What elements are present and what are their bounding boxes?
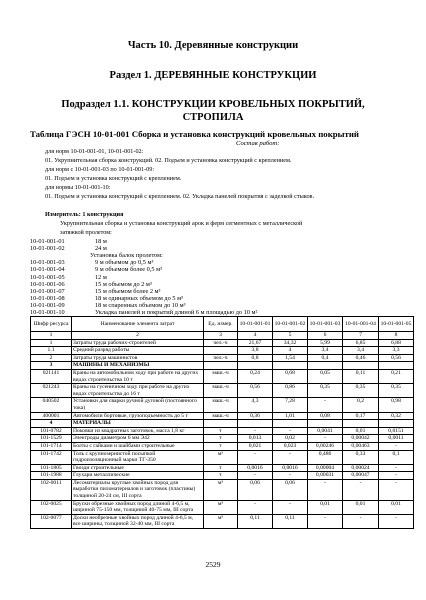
resource-name-cell: Толь с крупнозернистой посыпкой гидроизоляционный марки ТГ-350 (72, 450, 204, 464)
unit-cell: м³ (204, 500, 238, 514)
value-cell: - (379, 464, 414, 472)
norm-code: 10-01-001-04 (30, 266, 65, 274)
value-cell: 6,85 (343, 339, 379, 347)
value-cell: 0,00246 (308, 442, 343, 450)
resource-name-cell: Бруски обрезные хвойных пород длиной 4-6,5 м, шириной 75-150 мм, толщиной 40-75 мм, III сорта (72, 500, 204, 514)
section-title: Раздел 1. ДЕРЕВЯННЫЕ КОНСТРУКЦИИ (109, 70, 317, 81)
unit-cell: т (204, 435, 238, 443)
table-row (31, 435, 414, 443)
table-row (31, 464, 414, 472)
value-cell: 0,21 (379, 369, 414, 383)
resource-code-cell: 400001 (31, 412, 72, 420)
value-cell: 0,17 (343, 412, 379, 420)
value-cell (273, 362, 308, 370)
table-row (31, 398, 414, 412)
table-row (31, 384, 414, 398)
table-row (31, 369, 414, 383)
value-cell: 0,68 (273, 369, 308, 383)
table-row (31, 412, 414, 420)
resource-name-cell: Автомобили бортовые, грузоподъемность до 5 т (72, 412, 204, 420)
unit-cell: м³ (204, 479, 238, 500)
norm-code: 10-01-001-07 (30, 287, 65, 295)
value-cell: 0,05 (308, 369, 343, 383)
value-cell: 0,06 (273, 479, 308, 500)
table-row (31, 450, 414, 464)
resource-name-cell: Электроды диаметром 6 мм Э42 (72, 435, 204, 443)
resource-name-cell: Болты с гайками и шайбами строительные (72, 442, 204, 450)
value-cell: 0,06 (238, 479, 273, 500)
meter-label: Измеритель: (45, 211, 81, 218)
value-cell: 0,2 (343, 398, 379, 412)
norm-text: 15 м объемом более 2 м³ (95, 287, 161, 295)
value-cell: 3,3 (379, 347, 414, 355)
norm-code: 10-01-001-05 (30, 273, 65, 281)
value-cell: 3,8 (238, 347, 273, 355)
norm-code: 10-01-001-09 (30, 301, 65, 309)
value-cell: 0,08 (308, 412, 343, 420)
table-section-row (31, 362, 414, 370)
resource-name-cell: Лесоматериалы круглые хвойных пород для выработки пиломатериалов и заготовок (пластины) толщиной 20-24 см, III сорта (72, 479, 204, 500)
value-cell: 21,67 (238, 339, 273, 347)
resource-code-cell: 102-0011 (31, 479, 72, 500)
value-cell: 0,00024 (343, 464, 379, 472)
value-cell (238, 420, 273, 428)
value-cell: 0,01 (379, 500, 414, 514)
table-row (31, 354, 414, 362)
column-number-cell: 6 (308, 332, 343, 340)
value-cell: 0,01 (343, 427, 379, 435)
value-cell: 34,32 (273, 339, 308, 347)
table-header-cell: Шифр ресурса (31, 317, 72, 332)
value-cell: 7,28 (273, 398, 308, 412)
resource-name-cell: Краны на гусеничном ходу при работе на других видах строительства до 16 т (72, 384, 204, 398)
norm-text: 15 м объемом до 2 м³ (95, 280, 152, 288)
part-title: Часть 10. Деревянные конструкции (127, 40, 299, 51)
value-cell (379, 420, 414, 428)
value-cell: 3,4 (343, 347, 379, 355)
value-cell (379, 362, 414, 370)
value-cell: - (379, 442, 414, 450)
value-cell: 0,00463 (343, 442, 379, 450)
value-cell: 0,013 (238, 435, 273, 443)
table-row (31, 442, 414, 450)
value-cell: - (238, 472, 273, 480)
value-cell: 0,023 (273, 442, 308, 450)
table-header-cell: 10-01-001-02 (273, 317, 308, 332)
resources-table (30, 316, 414, 529)
resource-code-cell: 2 (31, 354, 72, 362)
unit-cell: т (204, 472, 238, 480)
value-cell: - (273, 500, 308, 514)
value-cell (308, 362, 343, 370)
resource-code-cell: 1.1 (31, 347, 72, 355)
norm-text: Укладка панелей и покрытий длиной 6 м площадью до 10 м² (95, 309, 258, 316)
resource-name-cell: МАТЕРИАЛЫ (72, 420, 204, 428)
resource-code-cell: 021243 (31, 384, 72, 398)
value-cell: - (379, 514, 414, 528)
table-header-cell: 10-01-001-01 (238, 317, 273, 332)
composition-line: 01. Подъем и установка конструкций с креплением. 02. Укладка панелей покрытия с заделкой стыков. (45, 193, 315, 200)
resource-code-cell: 101-1742 (31, 450, 72, 464)
resource-name-cell: Поковки из квадратных заготовок, масса 1,8 кг (72, 427, 204, 435)
value-cell (238, 362, 273, 370)
unit-cell: чел.-ч (204, 339, 238, 347)
value-cell (308, 420, 343, 428)
unit-cell (204, 347, 238, 355)
value-cell: 0,01 (343, 500, 379, 514)
meter-line (45, 211, 123, 218)
table-row (31, 427, 414, 435)
value-cell: - (343, 479, 379, 500)
composition-line: 01. Укрупнительная сборка конструкций. 02. Подъем и установка конструкций с креплением. (45, 157, 292, 164)
norm-code: 10-01-001-01 (30, 238, 65, 245)
resource-code-cell: 3 (31, 362, 72, 370)
value-cell: - (343, 514, 379, 528)
value-cell (273, 420, 308, 428)
subsection-title-line2: СТРОПИЛА (182, 112, 244, 123)
value-cell: 0,02 (273, 435, 308, 443)
value-cell: 1,54 (273, 354, 308, 362)
norm-text: 9 м объемом более 0,5 м³ (95, 266, 162, 274)
norm-text: 12 м (95, 273, 107, 281)
value-cell: 0,56 (238, 384, 273, 398)
value-cell: 0,24 (238, 369, 273, 383)
value-cell: - (273, 450, 308, 464)
composition-line: 01. Подъем и установка конструкций с креплением. (45, 175, 182, 182)
resource-name-cell: Установки для сварки ручной дуговой (постоянного тока) (72, 398, 204, 412)
composition-label: Состав работ: (236, 140, 280, 147)
norm-text: 24 м (95, 245, 107, 253)
unit-cell (204, 362, 238, 370)
value-cell: 0,00004 (308, 464, 343, 472)
value-cell: 0,486 (308, 450, 343, 464)
resource-code-cell: 101-1988 (31, 472, 72, 480)
value-cell: 0,0016 (273, 464, 308, 472)
table-row (31, 472, 414, 480)
value-cell: 3,4 (308, 347, 343, 355)
value-cell: 0,01 (308, 500, 343, 514)
table-header-row (31, 317, 414, 332)
resource-name-cell: Гвозди строительные (72, 464, 204, 472)
value-cell: 1,01 (273, 412, 308, 420)
table-header-cell: Наименование элемента затрат (72, 317, 204, 332)
value-cell: - (379, 472, 414, 480)
norm-text: 18 м одинарных объемом до 5 м³ (95, 294, 183, 302)
unit-cell: м³ (204, 514, 238, 528)
value-cell: - (379, 479, 414, 500)
value-cell: 0,35 (379, 384, 414, 398)
table-number-row (31, 332, 414, 340)
value-cell: - (273, 427, 308, 435)
column-number-cell: 5 (273, 332, 308, 340)
table-header-cell: 10-01-001-04 (343, 317, 379, 332)
norm-text: Установка балок пролетом: (90, 252, 163, 260)
subsection-title-line1: Подраздел 1.1. КОНСТРУКЦИИ КРОВЕЛЬНЫХ ПОКРЫТИЙ, (61, 99, 365, 110)
value-cell (343, 420, 379, 428)
value-cell: 4 (273, 347, 308, 355)
intro-line1: Укрупнительная сборка и установка конструкций арок и ферм сегментных с металлической (60, 220, 303, 227)
resource-name-cell: Доски необрезные хвойных пород длиной 4-6,5 м, все ширины, толщиной 32-40 мм, III сорта (72, 514, 204, 528)
resource-code-cell: 021141 (31, 369, 72, 383)
norm-text: 9 м объемом до 0,5 м³ (95, 259, 154, 267)
resource-name-cell: Затраты труда рабочих-строителей (72, 339, 204, 347)
value-cell: 0,98 (379, 398, 414, 412)
unit-cell: чел.-ч (204, 354, 238, 362)
unit-cell: маш.-ч (204, 369, 238, 383)
table-row (31, 500, 414, 514)
value-cell: 0,00047 (343, 472, 379, 480)
value-cell: - (273, 472, 308, 480)
table-section-row (31, 420, 414, 428)
column-number-cell: 7 (343, 332, 379, 340)
composition-line: для норм 10-01-001-01, 10-01-001-02: (45, 148, 144, 155)
value-cell: 0,4 (308, 354, 343, 362)
table-header-cell: 10-01-001-05 (379, 317, 414, 332)
composition-line: для норм с 10-01-001-03 по 10-01-001-09: (45, 166, 155, 173)
value-cell: 0,8 (238, 354, 273, 362)
table-row (31, 347, 414, 355)
value-cell: - (238, 500, 273, 514)
resource-code-cell: 101-1714 (31, 442, 72, 450)
value-cell: 0,46 (343, 354, 379, 362)
column-number-cell: 4 (238, 332, 273, 340)
value-cell: 0,021 (238, 442, 273, 450)
value-cell: 0,32 (379, 412, 414, 420)
value-cell: 0,0151 (379, 427, 414, 435)
value-cell: 0,35 (308, 384, 343, 398)
value-cell: 0,00042 (343, 435, 379, 443)
resource-code-cell: 102-0025 (31, 500, 72, 514)
table-title: Таблица ГЭСН 10-01-001 Сборка и установка конструкций кровельных покрытий (30, 129, 359, 139)
value-cell: 0,56 (379, 354, 414, 362)
norm-code: 10-01-001-03 (30, 259, 65, 267)
table-row (31, 514, 414, 528)
unit-cell: маш.-ч (204, 384, 238, 398)
resource-name-cell: Глухари металлические (72, 472, 204, 480)
resource-name-cell: МАШИНЫ И МЕХАНИЗМЫ (72, 362, 204, 370)
norm-code: 10-01-001-08 (30, 294, 65, 302)
value-cell: - (238, 450, 273, 464)
resource-code-cell: 101-1529 (31, 435, 72, 443)
norm-code: 10-01-001-02 (30, 245, 65, 253)
value-cell: - (308, 479, 343, 500)
table-row (31, 479, 414, 500)
table-header-cell: Ед. измер. (204, 317, 238, 332)
resource-code-cell: 101-1805 (31, 464, 72, 472)
resource-code-cell: 1 (31, 339, 72, 347)
unit-cell: маш.-ч (204, 398, 238, 412)
value-cell: 0,00031 (308, 472, 343, 480)
value-cell: 0,0041 (308, 427, 343, 435)
value-cell: - (308, 514, 343, 528)
intro-line2: затяжкой пролетом: (60, 229, 112, 236)
value-cell: 4,3 (238, 398, 273, 412)
norm-text: 18 м спаренных объемом до 10 м³ (95, 301, 186, 309)
norm-code: 10-01-001-06 (30, 280, 65, 288)
resource-code-cell: 102-0077 (31, 514, 72, 528)
value-cell: 0,86 (273, 384, 308, 398)
value-cell: 0,35 (343, 384, 379, 398)
norm-code: 10-01-001-10 (30, 309, 65, 316)
norm-text: 18 м (95, 238, 107, 245)
value-cell: 6,88 (379, 339, 414, 347)
resource-code-cell: 4 (31, 420, 72, 428)
unit-cell: т (204, 427, 238, 435)
table-row (31, 339, 414, 347)
page-number: 2529 (205, 560, 221, 569)
value-cell: 0,1 (379, 450, 414, 464)
value-cell: 0,11 (273, 514, 308, 528)
value-cell (343, 362, 379, 370)
meter-value: 1 конструкция (82, 211, 124, 218)
value-cell: 0,33 (343, 450, 379, 464)
resource-name-cell: Затраты труда машинистов (72, 354, 204, 362)
resource-name-cell: Краны на автомобильном ходу при работе на других видах строительства 10 т (72, 369, 204, 383)
value-cell: 0,11 (238, 514, 273, 528)
composition-line: для нормы 10-01-001-10: (45, 184, 111, 191)
column-number-cell: 1 (31, 332, 72, 340)
unit-cell: маш.-ч (204, 412, 238, 420)
unit-cell: т (204, 464, 238, 472)
resource-code-cell: 040502 (31, 398, 72, 412)
column-number-cell: 8 (379, 332, 414, 340)
value-cell: - (308, 435, 343, 443)
value-cell: 5,99 (308, 339, 343, 347)
value-cell: 0,36 (238, 412, 273, 420)
resource-name-cell: Средний разряд работы (72, 347, 204, 355)
column-number-cell: 3 (204, 332, 238, 340)
unit-cell: т (204, 442, 238, 450)
value-cell: - (308, 398, 343, 412)
value-cell: 0,0011 (379, 435, 414, 443)
table-header-cell: 10-01-001-03 (308, 317, 343, 332)
unit-cell (204, 420, 238, 428)
column-number-cell: 2 (72, 332, 204, 340)
unit-cell: м² (204, 450, 238, 464)
value-cell: - (238, 427, 273, 435)
value-cell: 0,11 (343, 369, 379, 383)
resource-code-cell: 101-0782 (31, 427, 72, 435)
value-cell: 0,0016 (238, 464, 273, 472)
